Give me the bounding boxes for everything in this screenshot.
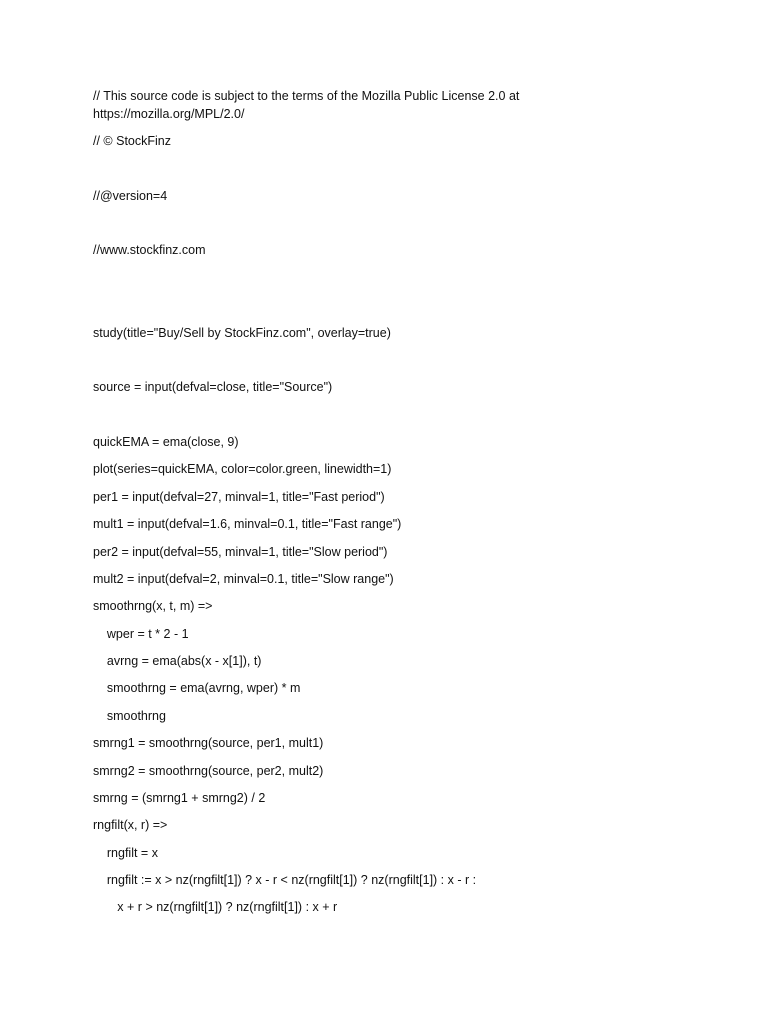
code-line-avrng: avrng = ema(abs(x - x[1]), t) [93, 654, 262, 668]
code-line-smoothrng-calc: smoothrng = ema(avrng, wper) * m [93, 681, 301, 695]
code-line-license: // This source code is subject to the terms of the Mozilla Public License 2.0 at [93, 89, 520, 103]
code-line-website: //www.stockfinz.com [93, 243, 206, 257]
code-line-plot: plot(series=quickEMA, color=color.green, linewidth=1) [93, 462, 392, 476]
code-line-per2: per2 = input(defval=55, minval=1, title="Slow period") [93, 545, 388, 559]
code-line-source: source = input(defval=close, title="Source") [93, 380, 333, 394]
code-line-smrng: smrng = (smrng1 + smrng2) / 2 [93, 791, 266, 805]
code-line-mult1: mult1 = input(defval=1.6, minval=0.1, title="Fast range") [93, 517, 402, 531]
code-line-version: //@version=4 [93, 189, 168, 203]
code-line-mult2: mult2 = input(defval=2, minval=0.1, title="Slow range") [93, 572, 394, 586]
code-line-rngfilt-init: rngfilt = x [93, 846, 158, 860]
code-line-wper: wper = t * 2 - 1 [93, 627, 189, 641]
code-line-smrng2: smrng2 = smoothrng(source, per2, mult2) [93, 764, 324, 778]
code-line-smrng1: smrng1 = smoothrng(source, per1, mult1) [93, 736, 324, 750]
code-line-smoothrng-return: smoothrng [93, 709, 166, 723]
code-line-rngfilt-continue: x + r > nz(rngfilt[1]) ? nz(rngfilt[1]) : x + r [93, 900, 338, 914]
code-line-quickema: quickEMA = ema(close, 9) [93, 435, 239, 449]
code-line-copyright: // © StockFinz [93, 134, 171, 148]
code-line-license-url: https://mozilla.org/MPL/2.0/ [93, 107, 245, 121]
code-line-smoothrng-def: smoothrng(x, t, m) => [93, 599, 213, 613]
code-line-per1: per1 = input(defval=27, minval=1, title="Fast period") [93, 490, 385, 504]
code-line-study: study(title="Buy/Sell by StockFinz.com", overlay=true) [93, 326, 391, 340]
code-line-rngfilt-assign: rngfilt := x > nz(rngfilt[1]) ? x - r < nz(rngfilt[1]) ? nz(rngfilt[1]) : x - r : [93, 873, 477, 887]
code-line-rngfilt-def: rngfilt(x, r) => [93, 818, 168, 832]
